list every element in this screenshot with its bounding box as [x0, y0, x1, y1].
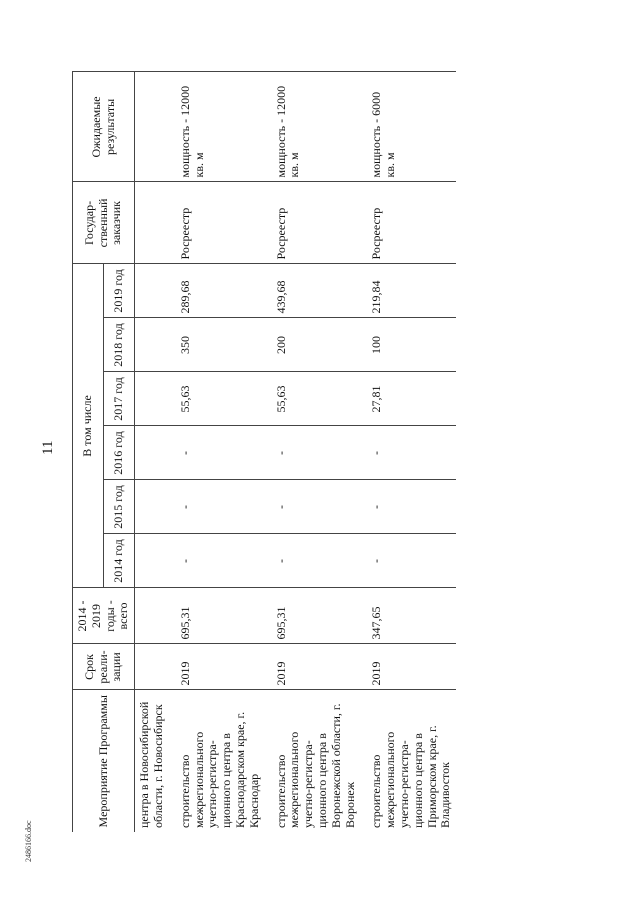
header-event: Мероприятие Программы	[73, 690, 135, 832]
table-row	[265, 72, 361, 832]
cell-customer: Росреестр	[169, 182, 265, 264]
cell-2014	[135, 534, 169, 588]
header-year-2014: 2014 год	[104, 534, 135, 588]
cell-2014: -	[169, 534, 265, 588]
cell-term	[135, 644, 169, 690]
cell-event: центра в Новосибирской области, г. Новосибирск	[135, 690, 169, 832]
header-year-2019: 2019 год	[104, 264, 135, 318]
header-row-1	[73, 72, 104, 832]
program-table	[72, 71, 456, 832]
cell-total: 695,31	[169, 588, 265, 644]
cell-2015: -	[360, 480, 456, 534]
header-including: В том числе	[73, 264, 104, 588]
cell-2014: -	[360, 534, 456, 588]
footer-filename: 2486166.doc	[24, 820, 33, 862]
table-row	[135, 72, 169, 832]
cell-2016	[135, 426, 169, 480]
header-year-2015: 2015 год	[104, 480, 135, 534]
cell-2017: 55,63	[169, 372, 265, 426]
header-year-2016: 2016 год	[104, 426, 135, 480]
cell-2018	[135, 318, 169, 372]
cell-2019: 289,68	[169, 264, 265, 318]
table-row	[360, 72, 456, 832]
rotated-table-container	[72, 72, 568, 832]
page-number: 11	[40, 440, 56, 455]
cell-customer: Росреестр	[360, 182, 456, 264]
cell-2015	[135, 480, 169, 534]
cell-2017	[135, 372, 169, 426]
cell-customer: Росреестр	[265, 182, 361, 264]
cell-customer	[135, 182, 169, 264]
cell-2015: -	[169, 480, 265, 534]
cell-2017: 27,81	[360, 372, 456, 426]
cell-results	[135, 72, 169, 182]
cell-total	[135, 588, 169, 644]
cell-event: строительство межрегионального учетно-регистра-ционного центра в Воронежской области, г. Воронеж	[265, 690, 361, 832]
cell-2018: 350	[169, 318, 265, 372]
cell-event: строительство межрегионального учетно-регистра-ционного центра в Краснодарском крае, г. Краснодар	[169, 690, 265, 832]
cell-2016: -	[360, 426, 456, 480]
table-row	[169, 72, 265, 832]
cell-2017: 55,63	[265, 372, 361, 426]
cell-2019	[135, 264, 169, 318]
cell-2018: 100	[360, 318, 456, 372]
cell-2019: 439,68	[265, 264, 361, 318]
cell-2016: -	[169, 426, 265, 480]
cell-2018: 200	[265, 318, 361, 372]
header-year-2018: 2018 год	[104, 318, 135, 372]
cell-total: 695,31	[265, 588, 361, 644]
cell-event: строительство межрегионального учетно-регистра-ционного центра в Приморском крае, г. Владивосток	[360, 690, 456, 832]
cell-2014: -	[265, 534, 361, 588]
header-term: Срок реали-зации	[73, 644, 135, 690]
cell-2015: -	[265, 480, 361, 534]
cell-term: 2019	[265, 644, 361, 690]
cell-results: мощность - 12000 кв. м	[169, 72, 265, 182]
cell-results: мощность - 12000 кв. м	[265, 72, 361, 182]
cell-term: 2019	[360, 644, 456, 690]
header-customer: Государ-ственный заказчик	[73, 182, 135, 264]
cell-results: мощность - 6000 кв. м	[360, 72, 456, 182]
cell-2016: -	[265, 426, 361, 480]
cell-2019: 219,84	[360, 264, 456, 318]
header-total: 2014 - 2019 годы - всего	[73, 588, 135, 644]
header-year-2017: 2017 год	[104, 372, 135, 426]
cell-term: 2019	[169, 644, 265, 690]
header-results: Ожидаемые результаты	[73, 72, 135, 182]
cell-total: 347,65	[360, 588, 456, 644]
